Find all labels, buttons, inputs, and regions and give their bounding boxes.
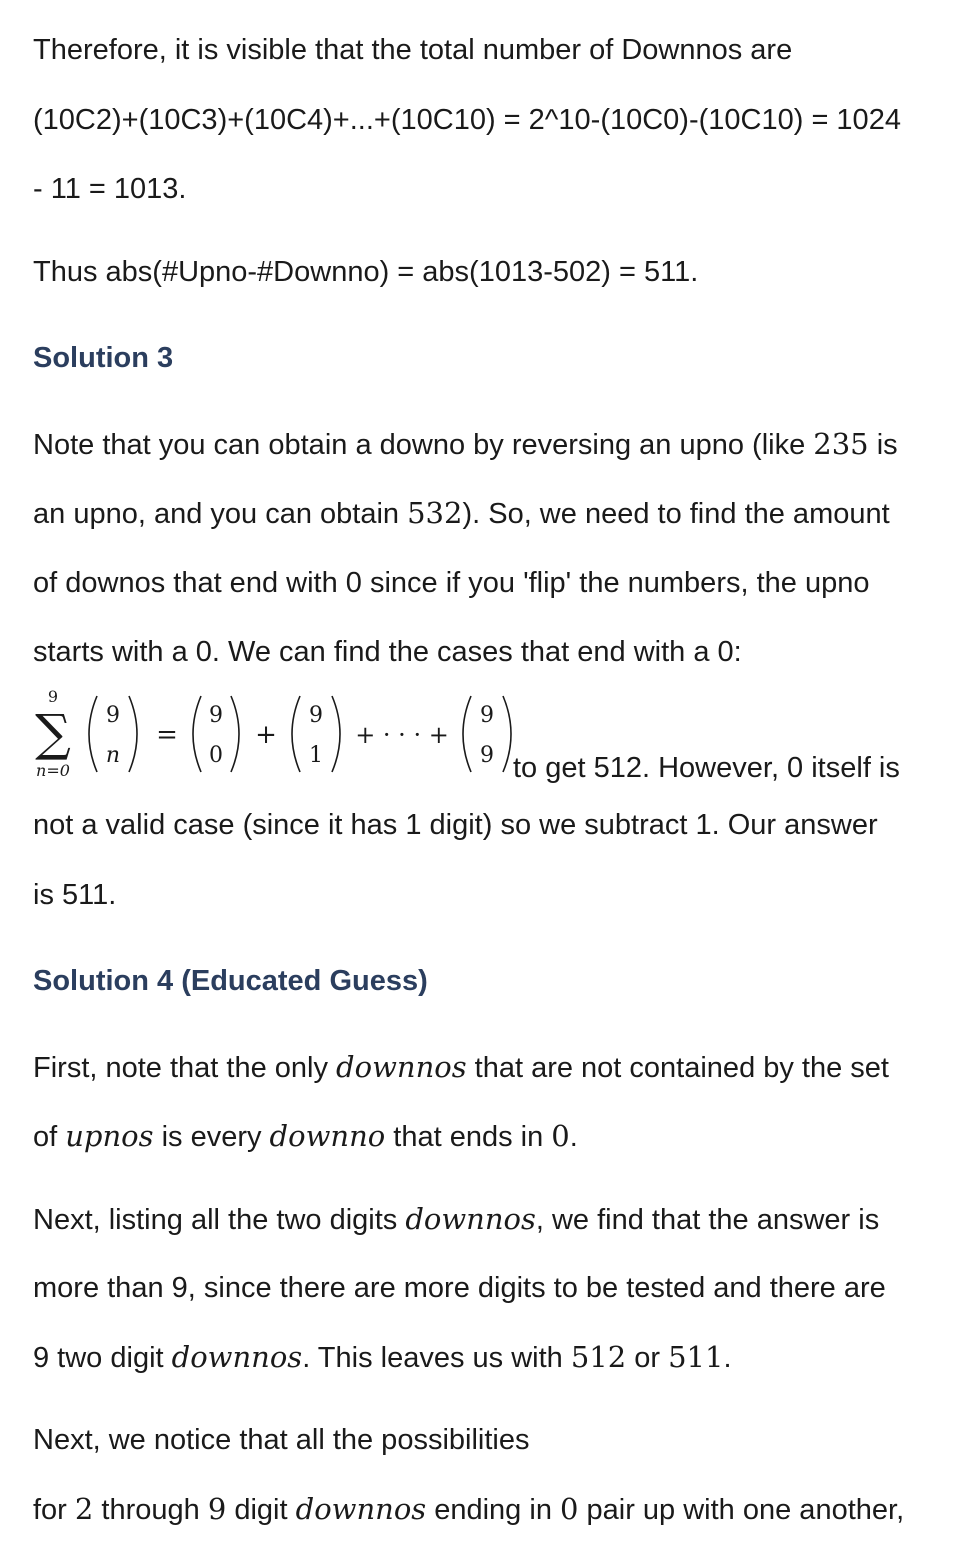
binomial-bottom: 9 bbox=[480, 743, 494, 768]
plus-sign: + bbox=[255, 720, 277, 750]
paragraph-line: not a valid case (since it has 1 digit) so we subtract 1. Our answer bbox=[33, 809, 878, 841]
text-span: that ends in bbox=[385, 1121, 552, 1153]
equals-sign: = bbox=[156, 720, 178, 750]
math-inline: downnos bbox=[336, 1050, 467, 1084]
paragraph-line bbox=[33, 426, 898, 463]
paragraph-line bbox=[33, 1118, 578, 1155]
paragraph-line: starts with a 0. We can find the cases that end with a 0: bbox=[33, 636, 742, 668]
paragraph-line bbox=[33, 1201, 879, 1238]
math-inline: 0 bbox=[551, 1119, 570, 1153]
text-span: that are not contained by the set bbox=[466, 1052, 889, 1084]
left-paren bbox=[292, 696, 300, 772]
text-span: or bbox=[626, 1342, 669, 1374]
text-span: 9 two digit bbox=[33, 1342, 172, 1374]
right-paren bbox=[332, 696, 340, 772]
right-paren bbox=[503, 696, 511, 772]
solution-4-heading: Solution 4 (Educated Guess) bbox=[33, 965, 428, 997]
paragraph-line: Thus abs(#Upno-#Downno) = abs(1013-502) = 511. bbox=[33, 256, 699, 288]
solution-3-heading: Solution 3 bbox=[33, 342, 174, 374]
paragraph-line: Next, we notice that all the possibilities bbox=[33, 1424, 530, 1456]
paragraph-line: of downos that end with 0 since if you 'flip' the numbers, the upno bbox=[33, 567, 870, 599]
paragraph-line: more than 9, since there are more digits to be tested and there are bbox=[33, 1272, 886, 1304]
binomial-bottom: 0 bbox=[209, 743, 223, 768]
sum-upper-limit: 9 bbox=[47, 687, 59, 706]
binomial-bottom: 1 bbox=[309, 743, 323, 768]
binomial-sum-formula bbox=[33, 686, 553, 786]
text-span: an upno, and you can obtain bbox=[33, 498, 408, 530]
paragraph-line: - 11 = 1013. bbox=[33, 173, 187, 205]
binomial-top: 9 bbox=[106, 703, 120, 728]
math-inline: 9 bbox=[207, 1492, 227, 1526]
right-paren bbox=[129, 696, 137, 772]
text-span: , we find that the answer is bbox=[535, 1204, 880, 1236]
math-inline: 0 bbox=[560, 1492, 579, 1526]
left-paren bbox=[89, 696, 97, 772]
binomial-bottom: n bbox=[105, 743, 121, 768]
math-inline: downnos bbox=[295, 1492, 427, 1526]
text-span: for bbox=[33, 1494, 75, 1526]
math-inline: 532 bbox=[407, 496, 463, 530]
paragraph-line bbox=[33, 495, 890, 532]
left-paren bbox=[463, 696, 471, 772]
math-inline: 511 bbox=[668, 1340, 724, 1374]
right-paren bbox=[231, 696, 239, 772]
math-inline: downnos bbox=[405, 1202, 536, 1236]
text-span: is every bbox=[153, 1121, 270, 1153]
text-span: Note that you can obtain a downo by reversing an upno (like bbox=[33, 429, 814, 461]
math-inline: upnos bbox=[65, 1119, 154, 1153]
text-span: ending in bbox=[426, 1494, 560, 1526]
text-span: First, note that the only bbox=[33, 1052, 337, 1084]
text-span: . This leaves us with bbox=[302, 1342, 571, 1374]
text-span: . bbox=[569, 1121, 578, 1153]
math-inline: downnos bbox=[171, 1340, 303, 1374]
text-span: . bbox=[723, 1342, 732, 1374]
paragraph-line bbox=[33, 1049, 889, 1086]
binomial-top: 9 bbox=[309, 703, 323, 728]
text-span: of bbox=[33, 1121, 66, 1153]
sum-lower-limit: n=0 bbox=[36, 761, 70, 780]
ellipsis-plus: + · · · + bbox=[355, 721, 449, 749]
sigma-symbol: ∑ bbox=[35, 704, 71, 762]
text-span: is bbox=[868, 429, 898, 461]
text-span: through bbox=[93, 1494, 208, 1526]
text-span: digit bbox=[226, 1494, 296, 1526]
paragraph-line: to get 512. However, 0 itself is bbox=[513, 752, 900, 784]
text-span: pair up with one another, bbox=[578, 1494, 905, 1526]
paragraph-line bbox=[33, 1491, 904, 1528]
math-inline: 512 bbox=[570, 1340, 627, 1374]
formula-svg bbox=[33, 686, 513, 786]
binomial-top: 9 bbox=[209, 703, 223, 728]
paragraph-line: is 511. bbox=[33, 879, 117, 911]
math-inline: 235 bbox=[813, 427, 869, 461]
paragraph-line: Therefore, it is visible that the total number of Downnos are bbox=[33, 34, 793, 66]
binomial-top: 9 bbox=[480, 703, 494, 728]
math-inline: 2 bbox=[74, 1492, 94, 1526]
left-paren bbox=[193, 696, 201, 772]
text-span: ). So, we need to find the amount bbox=[462, 498, 890, 530]
paragraph-line bbox=[33, 1339, 732, 1376]
text-span: Next, listing all the two digits bbox=[33, 1204, 406, 1236]
math-inline: downno bbox=[269, 1119, 386, 1153]
paragraph-line: (10C2)+(10C3)+(10C4)+...+(10C10) = 2^10-(10C0)-(10C10) = 1024 bbox=[33, 104, 901, 136]
